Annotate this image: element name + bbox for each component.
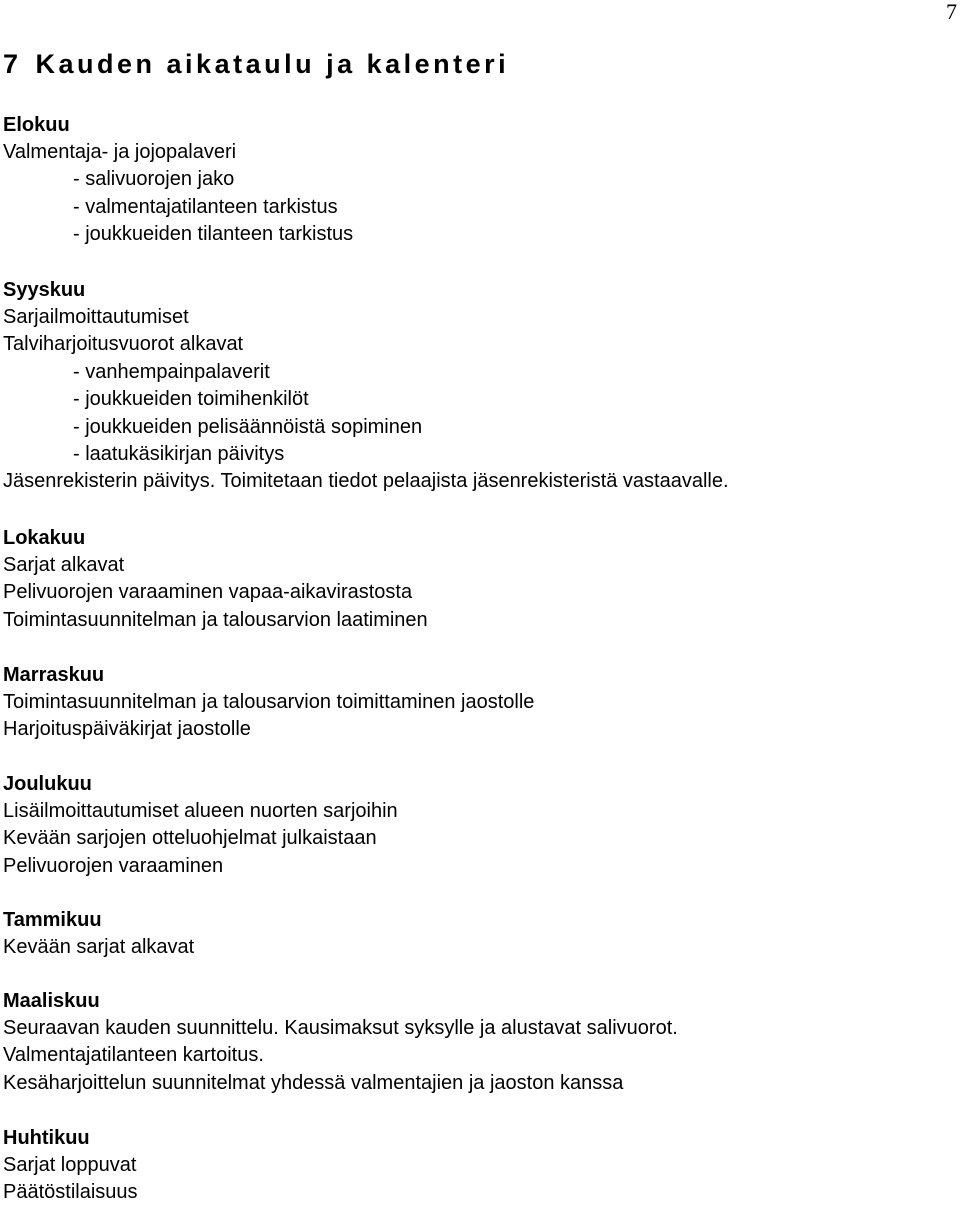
schedule-item: Sarjat alkavat <box>3 554 125 576</box>
month-heading: Lokakuu <box>3 527 86 549</box>
schedule-subitem: - vanhempainpalaverit <box>73 360 270 383</box>
month-section-tammikuu <box>3 907 943 961</box>
schedule-item: Lisäilmoittautumiset alueen nuorten sarjoihin <box>3 800 398 822</box>
schedule-subitem: - salivuorojen jako <box>73 168 235 191</box>
schedule-item: Kevään sarjojen otteluohjelmat julkaistaan <box>3 827 377 850</box>
schedule-subitem: - joukkueiden pelisäännöistä sopiminen <box>73 415 423 438</box>
schedule-item: Kesäharjoittelun suunnitelmat yhdessä valmentajien ja jaoston kanssa <box>3 1071 624 1094</box>
schedule-subitem: - joukkueiden tilanteen tarkistus <box>73 223 354 246</box>
schedule-item: Talviharjoitusvuorot alkavat <box>3 333 244 356</box>
month-heading: Joulukuu <box>3 773 92 795</box>
schedule-item: Jäsenrekisterin päivitys. Toimitetaan tiedot pelaajista jäsenrekisteristä vastaavalle. <box>3 470 729 493</box>
month-section-lokakuu <box>3 525 943 634</box>
schedule-subitem: - laatukäsikirjan päivitys <box>73 442 285 465</box>
schedule-item: Seuraavan kauden suunnittelu. Kausimaksut syksylle ja alustavat salivuorot. <box>3 1017 678 1039</box>
month-section-syyskuu <box>3 277 943 496</box>
month-heading: Elokuu <box>3 114 70 136</box>
schedule-item: Valmentajatilanteen kartoitus. <box>3 1044 264 1067</box>
month-heading: Marraskuu <box>3 664 105 686</box>
month-section-huhtikuu <box>3 1125 943 1207</box>
schedule-item: Päätöstilaisuus <box>3 1181 138 1204</box>
schedule-item: Valmentaja- ja jojopalaveri <box>3 141 237 163</box>
month-heading: Maaliskuu <box>3 990 100 1012</box>
schedule-item: Sarjat loppuvat <box>3 1154 137 1176</box>
month-heading: Tammikuu <box>3 909 102 931</box>
section-title-text: Kauden aikataulu ja kalenteri <box>35 49 510 79</box>
month-section-marraskuu <box>3 662 943 744</box>
schedule-item: Pelivuorojen varaaminen vapaa-aikavirastosta <box>3 581 413 604</box>
month-section-joulukuu <box>3 771 943 880</box>
schedule-subitem: - joukkueiden toimihenkilöt <box>73 388 309 411</box>
schedule-item: Harjoituspäiväkirjat jaostolle <box>3 718 251 741</box>
schedule-item: Toimintasuunnitelman ja talousarvion laatiminen <box>3 608 428 631</box>
schedule-item: Toimintasuunnitelman ja talousarvion toimittaminen jaostolle <box>3 691 535 713</box>
section-title <box>3 47 509 81</box>
schedule-item: Sarjailmoittautumiset <box>3 306 189 328</box>
month-heading: Huhtikuu <box>3 1127 90 1149</box>
month-section-maaliskuu <box>3 988 943 1097</box>
section-number: 7 <box>3 49 22 79</box>
page-number: 7 <box>946 0 957 24</box>
month-section-elokuu <box>3 112 943 249</box>
month-heading: Syyskuu <box>3 279 86 301</box>
schedule-item: Pelivuorojen varaaminen <box>3 854 224 877</box>
schedule-subitem: - valmentajatilanteen tarkistus <box>73 195 338 218</box>
schedule-item: Kevään sarjat alkavat <box>3 936 195 958</box>
